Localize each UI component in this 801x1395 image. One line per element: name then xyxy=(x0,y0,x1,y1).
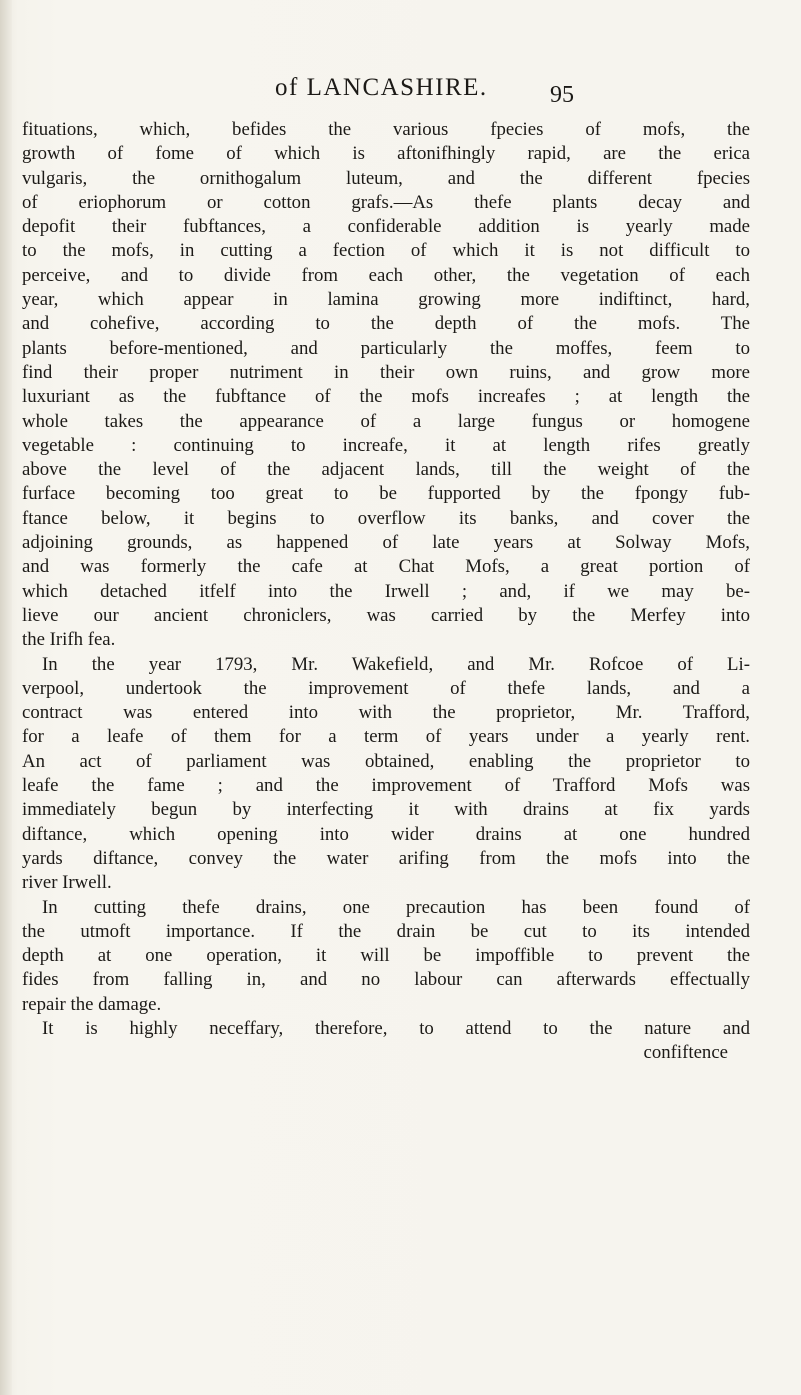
text-line: find their proper nutriment in their own ruins, and grow more xyxy=(22,361,750,383)
text-line: whole takes the appearance of a large fungus or homogene xyxy=(22,410,750,432)
text-line: for a leafe of them for a term of years under a yearly rent. xyxy=(22,726,750,748)
text-line: the utmoft importance. If the drain be cut to its intended xyxy=(22,920,750,942)
text-line: lieve our ancient chroniclers, was carried by the Merfey into xyxy=(22,604,750,626)
text-line: luxuriant as the fubftance of the mofs increafes ; at length the xyxy=(22,386,750,408)
text-line: year, which appear in lamina growing more indiftinct, hard, xyxy=(22,289,750,311)
running-header xyxy=(275,72,635,112)
text-line: the Irifh fea. xyxy=(22,629,116,651)
text-line: In the year 1793, Mr. Wakefield, and Mr. Rofcoe of Li- xyxy=(42,653,750,675)
text-line: to the mofs, in cutting a fection of which it is not difficult to xyxy=(22,240,750,262)
text-line: verpool, undertook the improvement of thefe lands, and a xyxy=(22,677,750,699)
text-line: leafe the fame ; and the improvement of Trafford Mofs was xyxy=(22,775,750,797)
text-line: repair the damage. xyxy=(22,993,162,1015)
text-line: depth at one operation, it will be impoffible to prevent the xyxy=(22,945,750,967)
catchword: confiftence xyxy=(643,1042,728,1064)
text-line: growth of fome of which is aftonifhingly rapid, are the erica xyxy=(22,143,750,165)
text-line: perceive, and to divide from each other, the vegetation of each xyxy=(22,264,750,286)
text-line: diftance, which opening into wider drains at one hundred xyxy=(22,823,750,845)
text-line: and cohefive, according to the depth of the mofs. The xyxy=(22,313,750,335)
text-line: immediately begun by interfecting it with drains at fix yards xyxy=(22,799,750,821)
body-text xyxy=(22,118,750,1066)
page-number: 95 xyxy=(550,82,574,108)
text-line: yards diftance, convey the water arifing from the mofs into the xyxy=(22,847,750,869)
text-line: In cutting thefe drains, one precaution has been found of xyxy=(42,896,750,918)
text-line: adjoining grounds, as happened of late years at Solway Mofs, xyxy=(22,532,750,554)
text-line: vegetable : continuing to increafe, it at length rifes greatly xyxy=(22,434,750,456)
page-binding-edge xyxy=(0,0,12,1395)
text-line: furface becoming too great to be fupported by the fpongy fub- xyxy=(22,483,750,505)
text-line: vulgaris, the ornithogalum luteum, and the different fpecies xyxy=(22,167,750,189)
text-line: plants before-mentioned, and particularly the moffes, feem to xyxy=(22,337,750,359)
header-title: of LANCASHIRE. xyxy=(275,74,488,101)
text-line: and was formerly the cafe at Chat Mofs, a great portion of xyxy=(22,556,750,578)
text-line: An act of parliament was obtained, enabling the proprietor to xyxy=(22,750,750,772)
text-line: which detached itfelf into the Irwell ; and, if we may be- xyxy=(22,580,750,602)
text-line: fides from falling in, and no labour can afterwards effectually xyxy=(22,969,750,991)
text-line: of eriophorum or cotton grafs.—As thefe plants decay and xyxy=(22,191,750,213)
text-line: above the level of the adjacent lands, till the weight of the xyxy=(22,459,750,481)
text-line: contract was entered into with the proprietor, Mr. Trafford, xyxy=(22,702,750,724)
text-line: ftance below, it begins to overflow its banks, and cover the xyxy=(22,507,750,529)
text-line: depofit their fubftances, a confiderable addition is yearly made xyxy=(22,216,750,238)
text-line: It is highly neceffary, therefore, to attend to the nature and xyxy=(42,1017,750,1039)
text-line: river Irwell. xyxy=(22,872,112,894)
text-line: fituations, which, befides the various fpecies of mofs, the xyxy=(22,119,750,140)
